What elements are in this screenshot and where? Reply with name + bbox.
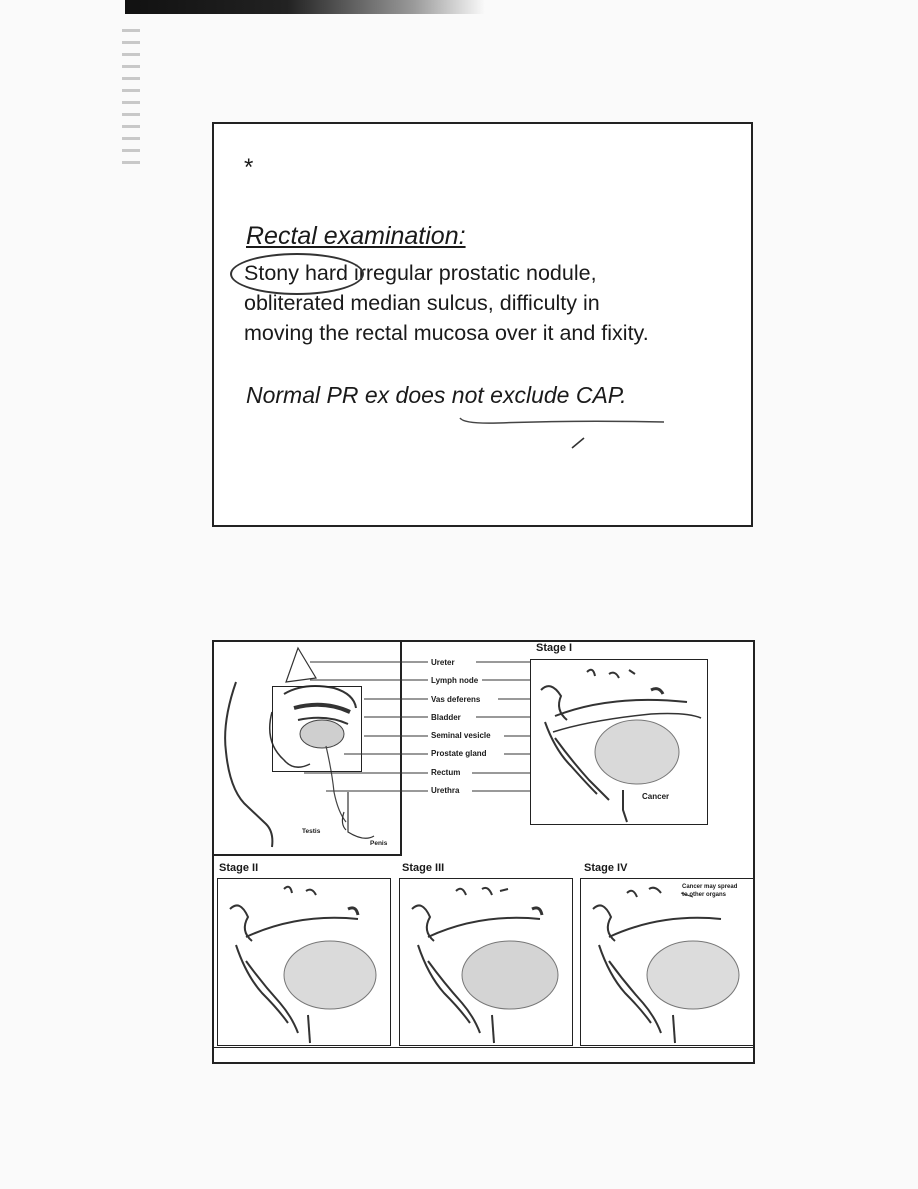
stage-1-panel bbox=[530, 659, 708, 825]
cancer-spread-label: Cancer may spread to other organs bbox=[682, 884, 738, 898]
stage-2-label: Stage II bbox=[219, 862, 259, 874]
scan-artifact-bar bbox=[125, 0, 485, 14]
handwritten-circle-mark bbox=[230, 253, 364, 295]
slide-bottom-divider bbox=[214, 1047, 753, 1048]
slide-heading: Rectal examination: bbox=[246, 222, 466, 250]
margin-marks bbox=[122, 20, 140, 240]
slide-prostate-cancer-stages bbox=[212, 640, 755, 1064]
cancer-label: Cancer bbox=[642, 792, 670, 801]
anatomy-label-list bbox=[431, 658, 491, 804]
label-seminal-vesicle: Seminal vesicle bbox=[431, 731, 491, 741]
stage-4-label: Stage IV bbox=[584, 862, 628, 874]
label-lymph-node: Lymph node bbox=[431, 676, 479, 686]
label-urethra: Urethra bbox=[431, 786, 460, 796]
penis-label: Penis bbox=[370, 840, 388, 847]
stage-3-label: Stage III bbox=[402, 862, 445, 874]
label-prostate-gland: Prostate gland bbox=[431, 749, 487, 759]
stage-2-figure bbox=[218, 879, 390, 1045]
stage-3-panel bbox=[399, 878, 573, 1046]
stage-4-figure bbox=[581, 879, 753, 1045]
stage-4-panel bbox=[580, 878, 754, 1046]
stage-2-panel bbox=[217, 878, 391, 1046]
body-line: moving the rectal mucosa over it and fixity. bbox=[244, 321, 649, 345]
stage-1-figure bbox=[531, 660, 707, 824]
stage-1-label: Stage I bbox=[536, 642, 573, 654]
label-ureter: Ureter bbox=[431, 658, 455, 667]
handwritten-underline bbox=[458, 416, 668, 428]
label-bladder: Bladder bbox=[431, 712, 461, 722]
slide-note: Normal PR ex does not exclude CAP. bbox=[246, 382, 627, 408]
label-rectum: Rectum bbox=[431, 767, 461, 777]
stage-3-figure bbox=[400, 879, 572, 1045]
body-line: obliterated median sulcus, difficulty in bbox=[244, 291, 600, 315]
handwritten-tick bbox=[570, 436, 586, 450]
slide-rectal-examination bbox=[212, 122, 753, 527]
testis-label: Testis bbox=[302, 828, 321, 835]
label-vas-deferens: Vas deferens bbox=[431, 694, 481, 704]
body-line: Stony hard irregular prostatic nodule, bbox=[244, 261, 597, 285]
bullet-asterisk: * bbox=[244, 154, 254, 181]
